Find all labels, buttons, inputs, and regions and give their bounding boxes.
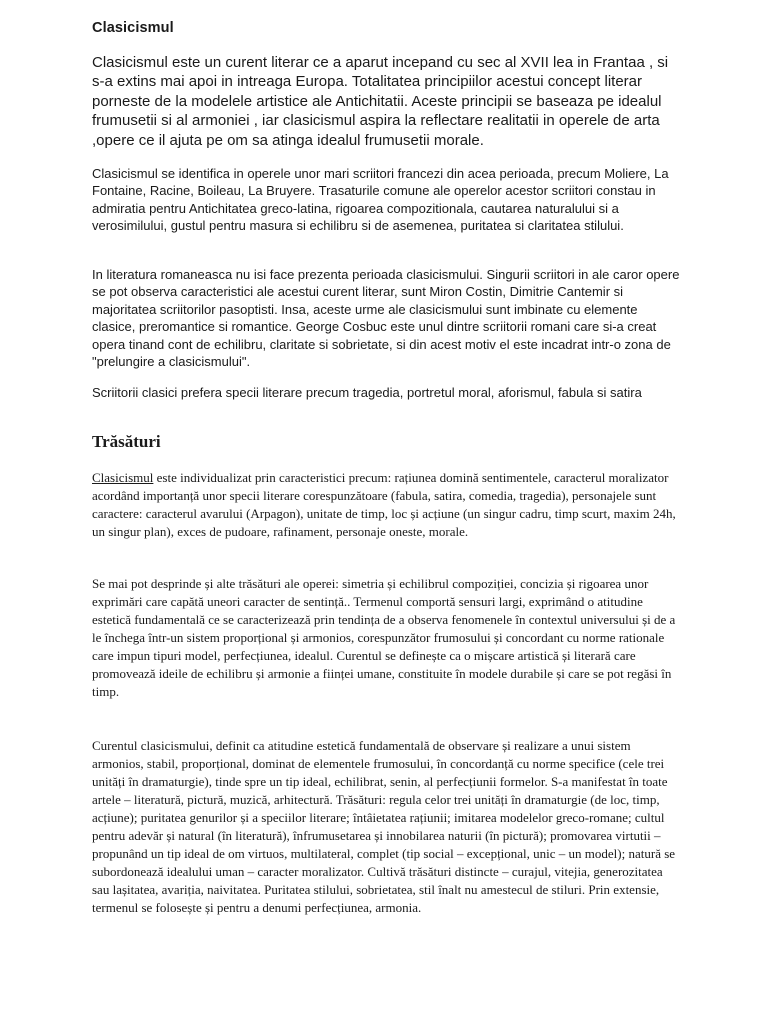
intro-paragraph-1: Clasicismul este un curent literar ce a aparut incepand cu sec al XVII lea in Frantaa , si s-a extins mai apoi in intreaga Europa. Totalitatea principiilor acestui concept literar porneste de la modelele artistice ale Antichitatii. Aceste principii se baseaza pe idealul frumusetii si al armoniei , iar clasicismul aspira la reflectare realitatii in operele de arta ,opere ce il ajuta pe om sa atinga idealul frumusetii morale. (92, 54, 669, 149)
intro-paragraph-3: In literatura romaneasca nu isi face prezenta perioada clasicismului. Singurii scriitori in ale caror opere se pot observa caracteristici ale acestui curent literar, sunt Miron Costin, Dimitrie Cantemir si majoritatea scriitorilor pasoptisti. Insa, aceste urme ale clasicismului sunt imbinate cu elemente clasice, preromantice si romantice. George Cosbuc este unul dintre scriitorii romani care si-a creat opera tinand cont de echilibru, claritate si sobrietate, si din acest motiv el este incadrat intr-o zona de "prelungire a clasicismului". (92, 267, 680, 370)
section-heading: Trăsături (92, 432, 161, 451)
intro-paragraph-4: Scriitorii clasici prefera specii literare precum tragedia, portretul moral, aforismul, fabula si satira (92, 385, 642, 400)
intro-paragraph-2: Clasicismul se identifica in operele unor mari scriitori francezi din acea perioada, precum Moliere, La Fontaine, Racine, Boileau, La Bruyere. Trasaturile comune ale operelor acestor scriitori constau in admiratia pentru Antichitatea greco-latina, rigoarea compozitionala, cautarea naturalului si a verosimilului, gustul pentru masura si echilibru si de asemenea, puritatea si claritatea stilului. (92, 166, 669, 234)
section-paragraph-1 (92, 469, 678, 541)
page-title: Clasicismul (92, 20, 174, 36)
section-paragraph-1-text: este individualizat prin caracteristici precum: rațiunea domină sentimentele, caracterul moralizator acordând importanță unor specii literare corespunzătoare (fabula, satira, comedia, tragedia), personajele sunt caractere: caracterul avarului (Arpagon), unitate de timp, loc și acțiune (un singur cadru, timp scurt, maxim 24h, un singur plan), exces de pudoare, rafinament, personaje oneste, morale. (92, 470, 676, 539)
clasicismul-link[interactable]: Clasicismul (92, 470, 154, 485)
section-paragraph-2: Se mai pot desprinde și alte trăsături ale operei: simetria și echilibrul compoziției, concizia și rigoarea unor exprimări care capătă uneori caracter de sentință.. Termenul comportă sensuri largi, exprimând o atitudine estetică fundamentală ce se caracterizează prin tendința de a observa fenomenele în contextul universului și de a le închega într-un sistem proporțional și armonios, corespunzător frumosului și concordant cu norme rationale care impun tipuri model, perfecțiunea, idealul. Curentul se definește ca o mișcare artistică și literară care promovează ideile de echilibru și armonie a ființei umane, constituite în modele durabile și care se pot regăsi în timp. (92, 576, 676, 699)
section-paragraph-3: Curentul clasicismului, definit ca atitudine estetică fundamentală de observare și realizare a unui sistem armonios, stabil, proporțional, dominat de elementele frumosului, în concordanță cu norme specifice (cele trei unități în dramaturgie), tinde spre un tip ideal, echilibrat, senin, al perfecțiunii formelor. S-a manifestat în toate artele – literatură, pictură, muzică, arhitectură. Trăsături: regula celor trei unități în dramaturgie (de loc, timp, acțiune); puritatea genurilor și a speciilor literare; întâietatea rațiunii; imitarea modelelor greco-romane; cultul pentru adevăr și natural (în literatură), înfrumusetarea și innobilarea naturii (în pictură); promovarea virtutii – propunând un tip ideal de om virtuos, multilateral, complet (tip social – excepțional, unic – un model); natură se subordonează idealului uman – caracter moralizator. Cultivă trăsături distincte – curajul, vitejia, generozitatea sau lașitatea, avariția, naivitatea. Puritatea stilului, sobrietatea, stil înalt nu amestecul de stiluri. Prin extensie, termenul se folosește și pentru a denumi perfecțiunea, armonia. (92, 738, 676, 915)
